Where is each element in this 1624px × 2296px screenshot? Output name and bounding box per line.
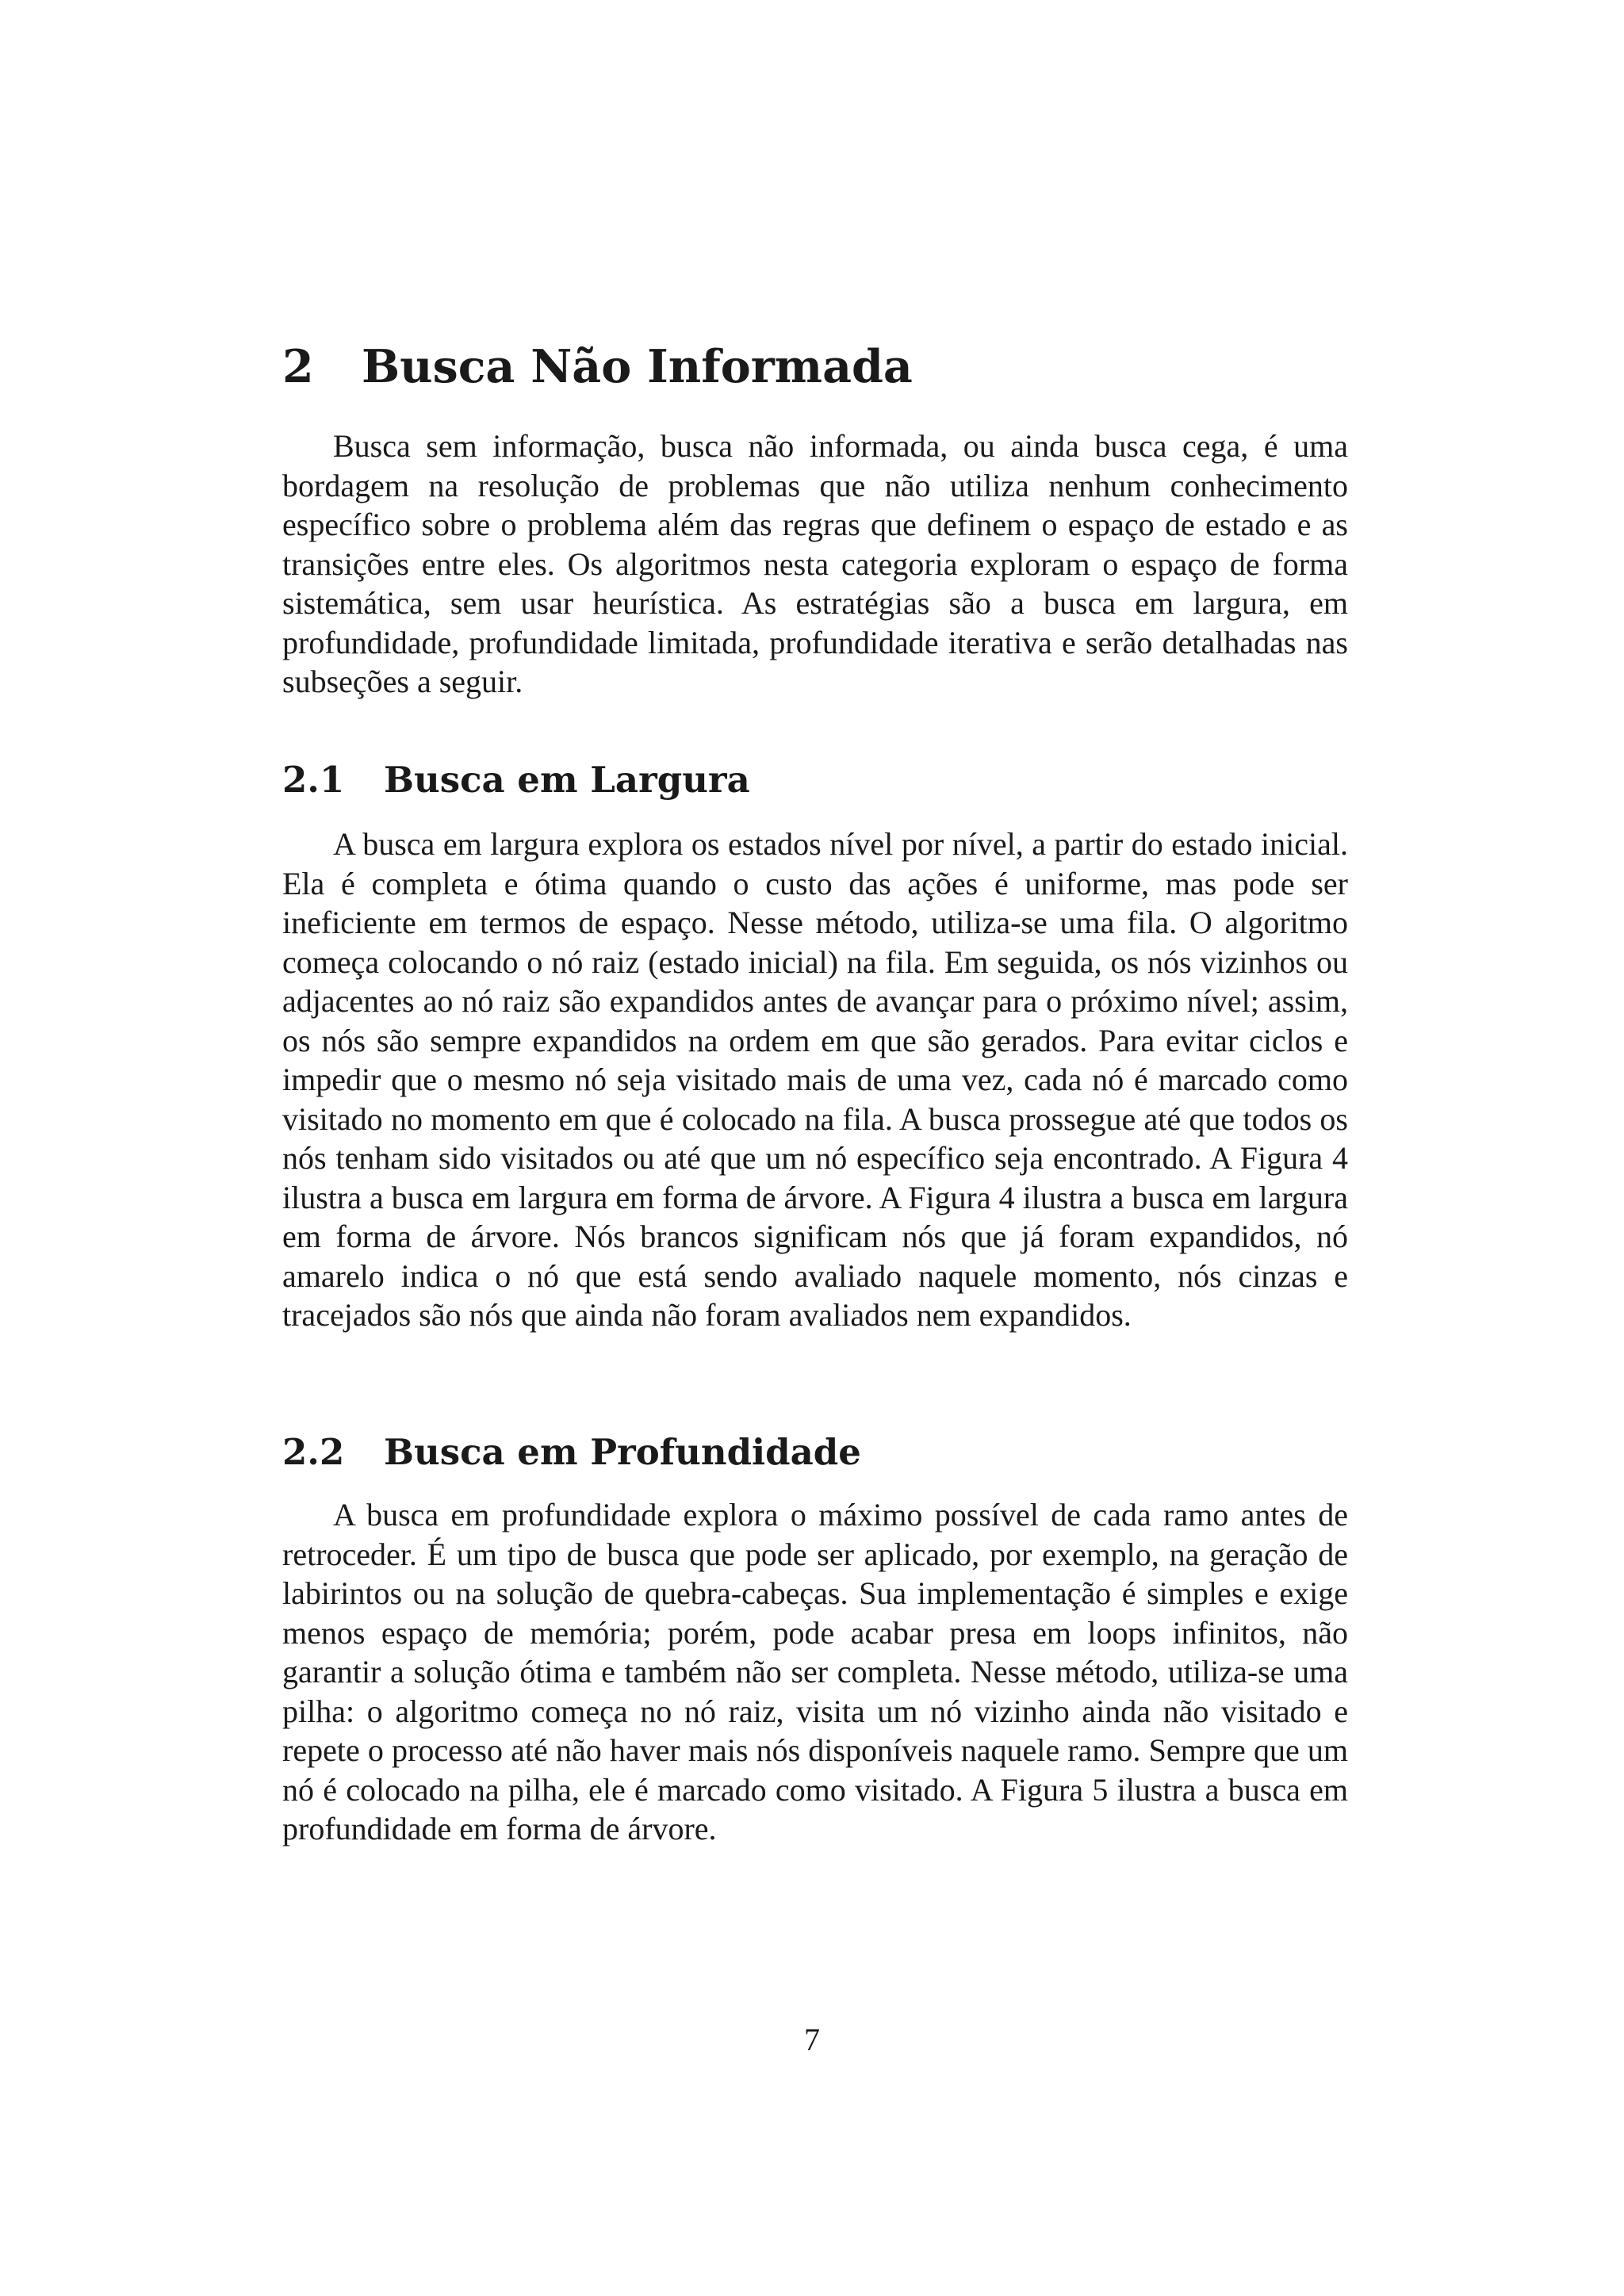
section-intro-paragraph: Busca sem informação, busca não informada, ou ainda busca cega, é uma bordagem na resolução de problemas que não utiliza nenhum conhecimento específico sobre o problema além das regras que definem o espaço de estado e as transições entre eles. Os algoritmos nesta categoria exploram o espaço de forma sistemática, sem usar heurística. As estratégias são a busca em largura, em profundidade, profundidade limitada, profundidade iterativa e serão detalhadas nas subseções a seguir. <box>282 428 1348 699</box>
subsection-2-1-paragraph: A busca em largura explora os estados nível por nível, a partir do estado inicial. Ela é completa e ótima quando o custo das ações é uniforme, mas pode ser ineficiente em termos de espaço. Nesse método, utiliza-se uma fila. O algoritmo começa colocando o nó raiz (estado inicial) na fila. Em seguida, os nós vizinhos ou adjacentes ao nó raiz são expandidos antes de avançar para o próximo nível; assim, os nós são sempre expandidos na ordem em que são gerados. Para evitar ciclos e impedir que o mesmo nó seja visitado mais de uma vez, cada nó é marcado como visitado no momento em que é colocado na fila. A busca prossegue até que todos os nós tenham sido visitados ou até que um nó específico seja encontrado. A Figura 4 ilustra a busca em largura em forma de árvore. A Figura 4 ilustra a busca em largura em forma de árvore. Nós brancos significam nós que já foram expandidos, nó amarelo indica o nó que está sendo avaliado naquele momento, nós cinzas e tracejados são nós que ainda não foram avaliados nem expandidos. <box>282 826 1348 1333</box>
subsection-2-2-block <box>282 1495 1348 1849</box>
section-intro-block <box>282 427 1348 702</box>
subsection-title: Busca em Profundidade <box>384 1431 861 1473</box>
subsection-number: 2.1 <box>282 759 345 801</box>
section-heading <box>282 339 913 395</box>
subsection-heading-2-1 <box>282 756 750 804</box>
section-number: 2 <box>282 340 314 393</box>
subsection-title: Busca em Largura <box>384 759 750 801</box>
page-number: 7 <box>804 2022 820 2057</box>
subsection-2-1-block <box>282 825 1348 1335</box>
subsection-2-2-paragraph: A busca em profundidade explora o máximo possível de cada ramo antes de retroceder. É um tipo de busca que pode ser aplicado, por exemplo, na geração de labirintos ou na solução de quebra-cabeças. Sua implementação é simples e exige menos espaço de memória; porém, pode acabar presa em loops infinitos, não garantir a solução ótima e também não ser completa. Nesse método, utiliza-se uma pilha: o algoritmo começa no nó raiz, visita um nó vizinho ainda não visitado e repete o processo até não haver mais nós disponíveis naquele ramo. Sempre que um nó é colocado na pilha, ele é marcado como visitado. A Figura 5 ilustra a busca em profundidade em forma de árvore. <box>282 1497 1348 1846</box>
subsection-number: 2.2 <box>282 1431 345 1473</box>
section-title: Busca Não Informada <box>362 340 913 393</box>
subsection-heading-2-2 <box>282 1429 861 1476</box>
